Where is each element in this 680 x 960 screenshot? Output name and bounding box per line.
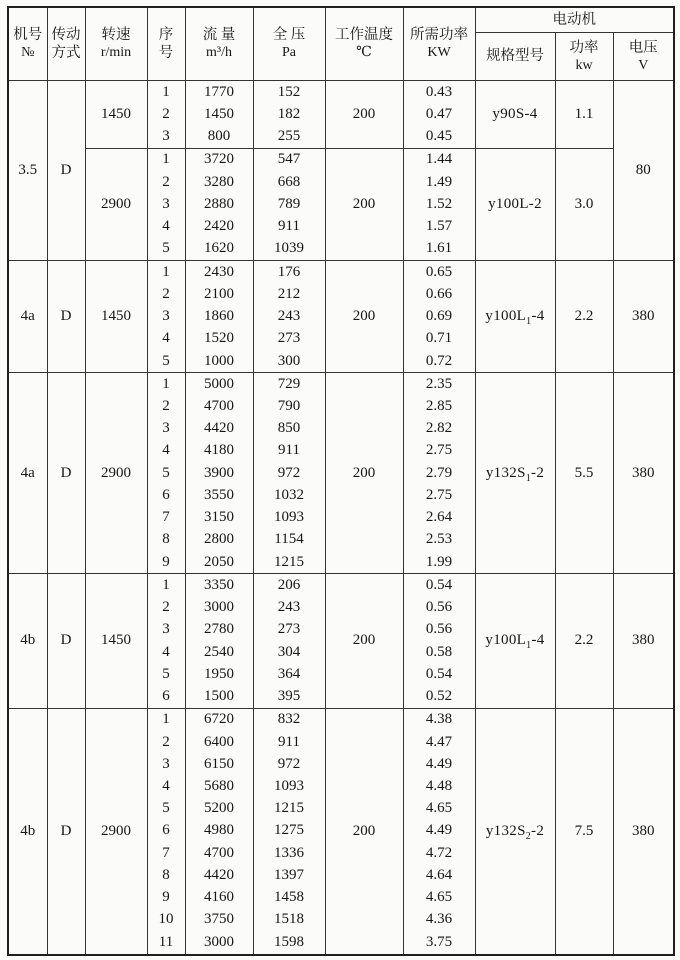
motor-model-cell: $y132S_2-2$	[475, 708, 555, 954]
pressure-cell: 850	[253, 418, 325, 440]
required-power-cell: 4.64	[403, 864, 475, 886]
flow-cell: 3000	[185, 596, 253, 618]
pressure-cell: 972	[253, 462, 325, 484]
spec-row	[8, 574, 674, 597]
pressure-cell: 832	[253, 708, 325, 731]
flow-cell: 1520	[185, 328, 253, 350]
required-power-cell: 2.79	[403, 462, 475, 484]
drive-type-cell: D	[47, 574, 85, 708]
motor-power-cell: 3.0	[555, 148, 613, 260]
seq-cell: 3	[147, 125, 185, 148]
pressure-cell: 1215	[253, 798, 325, 820]
seq-cell: 2	[147, 731, 185, 753]
flow-cell: 4420	[185, 418, 253, 440]
header-flow-cn: 流 量	[202, 27, 236, 44]
seq-cell: 6	[147, 484, 185, 506]
speed-cell: 2900	[85, 708, 147, 954]
header-motor-model: 规格型号	[475, 33, 555, 81]
header-machine-no-unit: №	[21, 45, 35, 61]
pressure-cell: 1458	[253, 886, 325, 908]
flow-cell: 2800	[185, 529, 253, 551]
required-power-cell: 2.85	[403, 395, 475, 417]
flow-cell: 4700	[185, 842, 253, 864]
flow-cell: 5000	[185, 373, 253, 396]
flow-cell: 4160	[185, 886, 253, 908]
machine-no-cell: 4b	[8, 708, 47, 954]
pressure-cell: 789	[253, 193, 325, 215]
header-voltage-unit: V	[638, 57, 649, 73]
pressure-cell: 1336	[253, 842, 325, 864]
required-power-cell: 1.44	[403, 148, 475, 171]
required-power-cell: 0.54	[403, 663, 475, 685]
required-power-cell: 0.72	[403, 350, 475, 373]
drive-type-cell: D	[47, 708, 85, 954]
required-power-cell: 1.99	[403, 551, 475, 574]
seq-cell: 5	[147, 350, 185, 373]
seq-cell: 9	[147, 886, 185, 908]
voltage-cell: 380	[613, 708, 674, 954]
required-power-cell: 4.49	[403, 820, 475, 842]
flow-cell: 5680	[185, 775, 253, 797]
machine-no-cell: 4a	[8, 260, 47, 372]
required-power-cell: 0.65	[403, 260, 475, 283]
pressure-cell: 1093	[253, 775, 325, 797]
pressure-cell: 1397	[253, 864, 325, 886]
pressure-cell: 1518	[253, 909, 325, 931]
seq-cell: 1	[147, 708, 185, 731]
required-power-cell: 1.52	[403, 193, 475, 215]
pressure-cell: 972	[253, 753, 325, 775]
flow-cell: 4180	[185, 440, 253, 462]
seq-cell: 4	[147, 215, 185, 237]
work-temp-cell: 200	[325, 373, 403, 574]
flow-cell: 1770	[185, 81, 253, 104]
seq-cell: 5	[147, 462, 185, 484]
flow-cell: 3350	[185, 574, 253, 597]
required-power-cell: 0.58	[403, 641, 475, 663]
work-temp-cell: 200	[325, 708, 403, 954]
motor-model-cell: $y100L_1-4$	[475, 260, 555, 372]
header-work-temp-unit: ℃	[356, 45, 372, 61]
spec-row	[8, 148, 674, 171]
required-power-cell: 4.65	[403, 798, 475, 820]
seq-cell: 3	[147, 193, 185, 215]
required-power-cell: 1.61	[403, 238, 475, 261]
seq-cell: 7	[147, 842, 185, 864]
motor-power-cell: 1.1	[555, 81, 613, 149]
pressure-cell: 1093	[253, 506, 325, 528]
flow-cell: 3550	[185, 484, 253, 506]
motor-model-cell: y90S-4	[475, 81, 555, 149]
seq-cell: 3	[147, 418, 185, 440]
header-motor-power-unit: kw	[575, 57, 593, 73]
header-voltage	[613, 33, 674, 81]
seq-cell: 4	[147, 440, 185, 462]
required-power-cell: 0.52	[403, 685, 475, 708]
table-header	[8, 7, 674, 81]
header-required-power-cn: 所需功率	[410, 27, 468, 44]
header-required-power-unit: KW	[427, 45, 451, 61]
required-power-cell: 0.66	[403, 283, 475, 305]
header-pressure-cn: 全 压	[272, 27, 306, 44]
required-power-cell: 4.47	[403, 731, 475, 753]
header-machine-no-cn: 机号	[13, 27, 43, 44]
seq-cell: 2	[147, 596, 185, 618]
required-power-cell: 0.71	[403, 328, 475, 350]
required-power-cell: 2.75	[403, 440, 475, 462]
seq-cell: 5	[147, 238, 185, 261]
header-seq-cn-1: 序	[158, 26, 174, 43]
seq-cell: 2	[147, 283, 185, 305]
required-power-cell: 0.69	[403, 305, 475, 327]
speed-cell: 1450	[85, 574, 147, 708]
speed-cell: 1450	[85, 260, 147, 372]
seq-cell: 6	[147, 820, 185, 842]
flow-cell: 3150	[185, 506, 253, 528]
pressure-cell: 176	[253, 260, 325, 283]
flow-cell: 1950	[185, 663, 253, 685]
fan-motor-spec-table	[7, 6, 675, 956]
flow-cell: 3720	[185, 148, 253, 171]
seq-cell: 6	[147, 685, 185, 708]
flow-cell: 1500	[185, 685, 253, 708]
seq-cell: 5	[147, 798, 185, 820]
seq-cell: 1	[147, 81, 185, 104]
flow-cell: 1000	[185, 350, 253, 373]
required-power-cell: 2.64	[403, 506, 475, 528]
pressure-cell: 547	[253, 148, 325, 171]
pressure-cell: 911	[253, 731, 325, 753]
required-power-cell: 4.38	[403, 708, 475, 731]
header-motor-power	[555, 33, 613, 81]
flow-cell: 1860	[185, 305, 253, 327]
required-power-cell: 0.47	[403, 103, 475, 125]
spec-table-body	[8, 81, 674, 955]
pressure-cell: 300	[253, 350, 325, 373]
seq-cell: 4	[147, 641, 185, 663]
pressure-cell: 273	[253, 619, 325, 641]
flow-cell: 2050	[185, 551, 253, 574]
seq-cell: 7	[147, 506, 185, 528]
pressure-cell: 212	[253, 283, 325, 305]
work-temp-cell: 200	[325, 574, 403, 708]
header-flow	[185, 7, 253, 81]
seq-cell: 2	[147, 171, 185, 193]
pressure-cell: 395	[253, 685, 325, 708]
flow-cell: 4980	[185, 820, 253, 842]
flow-cell: 2780	[185, 619, 253, 641]
work-temp-cell: 200	[325, 81, 403, 149]
spec-row	[8, 708, 674, 731]
required-power-cell: 2.53	[403, 529, 475, 551]
required-power-cell: 0.56	[403, 596, 475, 618]
required-power-cell: 0.54	[403, 574, 475, 597]
required-power-cell: 2.82	[403, 418, 475, 440]
pressure-cell: 152	[253, 81, 325, 104]
required-power-cell: 1.49	[403, 171, 475, 193]
pressure-cell: 1598	[253, 931, 325, 955]
header-drive-type	[47, 7, 85, 81]
voltage-cell: 80	[613, 81, 674, 261]
header-speed	[85, 7, 147, 81]
spec-row	[8, 373, 674, 396]
work-temp-cell: 200	[325, 260, 403, 372]
pressure-cell: 255	[253, 125, 325, 148]
seq-cell: 1	[147, 574, 185, 597]
flow-cell: 3000	[185, 931, 253, 955]
speed-cell: 2900	[85, 373, 147, 574]
flow-cell: 800	[185, 125, 253, 148]
flow-cell: 4420	[185, 864, 253, 886]
header-work-temp-cn: 工作温度	[335, 27, 393, 44]
motor-power-cell: 7.5	[555, 708, 613, 954]
motor-power-cell: 2.2	[555, 574, 613, 708]
seq-cell: 8	[147, 864, 185, 886]
seq-cell: 3	[147, 753, 185, 775]
voltage-cell: 380	[613, 574, 674, 708]
pressure-cell: 911	[253, 215, 325, 237]
header-drive-type-cn-1: 传动	[51, 26, 81, 43]
flow-cell: 4700	[185, 395, 253, 417]
header-speed-unit: r/min	[100, 45, 132, 61]
seq-cell: 1	[147, 260, 185, 283]
required-power-cell: 4.48	[403, 775, 475, 797]
seq-cell: 4	[147, 328, 185, 350]
flow-cell: 2540	[185, 641, 253, 663]
header-machine-no	[8, 7, 47, 81]
seq-cell: 9	[147, 551, 185, 574]
required-power-cell: 0.45	[403, 125, 475, 148]
spec-row	[8, 81, 674, 104]
pressure-cell: 1032	[253, 484, 325, 506]
flow-cell: 1450	[185, 103, 253, 125]
pressure-cell: 243	[253, 596, 325, 618]
seq-cell: 11	[147, 931, 185, 955]
seq-cell: 3	[147, 305, 185, 327]
motor-model-cell: $y100L_1-4$	[475, 574, 555, 708]
flow-cell: 2420	[185, 215, 253, 237]
machine-no-cell: 4b	[8, 574, 47, 708]
flow-cell: 3750	[185, 909, 253, 931]
required-power-cell: 1.57	[403, 215, 475, 237]
header-work-temp	[325, 7, 403, 81]
motor-model-cell: $y132S_1-2$	[475, 373, 555, 574]
flow-cell: 3900	[185, 462, 253, 484]
header-pressure-unit: Pa	[282, 45, 296, 61]
required-power-cell: 4.72	[403, 842, 475, 864]
seq-cell: 2	[147, 103, 185, 125]
seq-cell: 10	[147, 909, 185, 931]
seq-cell: 3	[147, 619, 185, 641]
pressure-cell: 668	[253, 171, 325, 193]
header-required-power	[403, 7, 475, 81]
speed-cell: 1450	[85, 81, 147, 149]
header-seq-cn-2: 号	[158, 45, 174, 61]
required-power-cell: 4.65	[403, 886, 475, 908]
pressure-cell: 1039	[253, 238, 325, 261]
drive-type-cell: D	[47, 81, 85, 261]
motor-power-cell: 2.2	[555, 260, 613, 372]
seq-cell: 5	[147, 663, 185, 685]
motor-power-cell: 5.5	[555, 373, 613, 574]
pressure-cell: 911	[253, 440, 325, 462]
pressure-cell: 364	[253, 663, 325, 685]
spec-row	[8, 260, 674, 283]
pressure-cell: 790	[253, 395, 325, 417]
header-motor-group: 电动机	[475, 7, 674, 33]
required-power-cell: 2.75	[403, 484, 475, 506]
pressure-cell: 182	[253, 103, 325, 125]
seq-cell: 8	[147, 529, 185, 551]
seq-cell: 1	[147, 373, 185, 396]
voltage-cell: 380	[613, 373, 674, 574]
machine-no-cell: 4a	[8, 373, 47, 574]
motor-model-cell: y100L-2	[475, 148, 555, 260]
machine-no-cell: 3.5	[8, 81, 47, 261]
header-voltage-cn: 电压	[628, 39, 658, 56]
flow-cell: 3280	[185, 171, 253, 193]
flow-cell: 6150	[185, 753, 253, 775]
flow-cell: 6400	[185, 731, 253, 753]
required-power-cell: 0.43	[403, 81, 475, 104]
pressure-cell: 1215	[253, 551, 325, 574]
required-power-cell: 4.49	[403, 753, 475, 775]
flow-cell: 2100	[185, 283, 253, 305]
speed-cell: 2900	[85, 148, 147, 260]
flow-cell: 6720	[185, 708, 253, 731]
header-pressure	[253, 7, 325, 81]
voltage-cell: 380	[613, 260, 674, 372]
flow-cell: 2880	[185, 193, 253, 215]
work-temp-cell: 200	[325, 148, 403, 260]
pressure-cell: 243	[253, 305, 325, 327]
required-power-cell: 3.75	[403, 931, 475, 955]
header-speed-cn: 转速	[101, 27, 131, 44]
seq-cell: 1	[147, 148, 185, 171]
drive-type-cell: D	[47, 373, 85, 574]
pressure-cell: 206	[253, 574, 325, 597]
header-flow-unit: m³/h	[206, 45, 232, 61]
pressure-cell: 1154	[253, 529, 325, 551]
header-motor-power-cn: 功率	[569, 39, 599, 56]
flow-cell: 2430	[185, 260, 253, 283]
pressure-cell: 1275	[253, 820, 325, 842]
required-power-cell: 2.35	[403, 373, 475, 396]
header-seq	[147, 7, 185, 81]
pressure-cell: 304	[253, 641, 325, 663]
required-power-cell: 4.36	[403, 909, 475, 931]
flow-cell: 5200	[185, 798, 253, 820]
seq-cell: 2	[147, 395, 185, 417]
pressure-cell: 273	[253, 328, 325, 350]
flow-cell: 1620	[185, 238, 253, 261]
header-drive-type-cn-2: 方式	[51, 45, 81, 61]
seq-cell: 4	[147, 775, 185, 797]
pressure-cell: 729	[253, 373, 325, 396]
required-power-cell: 0.56	[403, 619, 475, 641]
drive-type-cell: D	[47, 260, 85, 372]
